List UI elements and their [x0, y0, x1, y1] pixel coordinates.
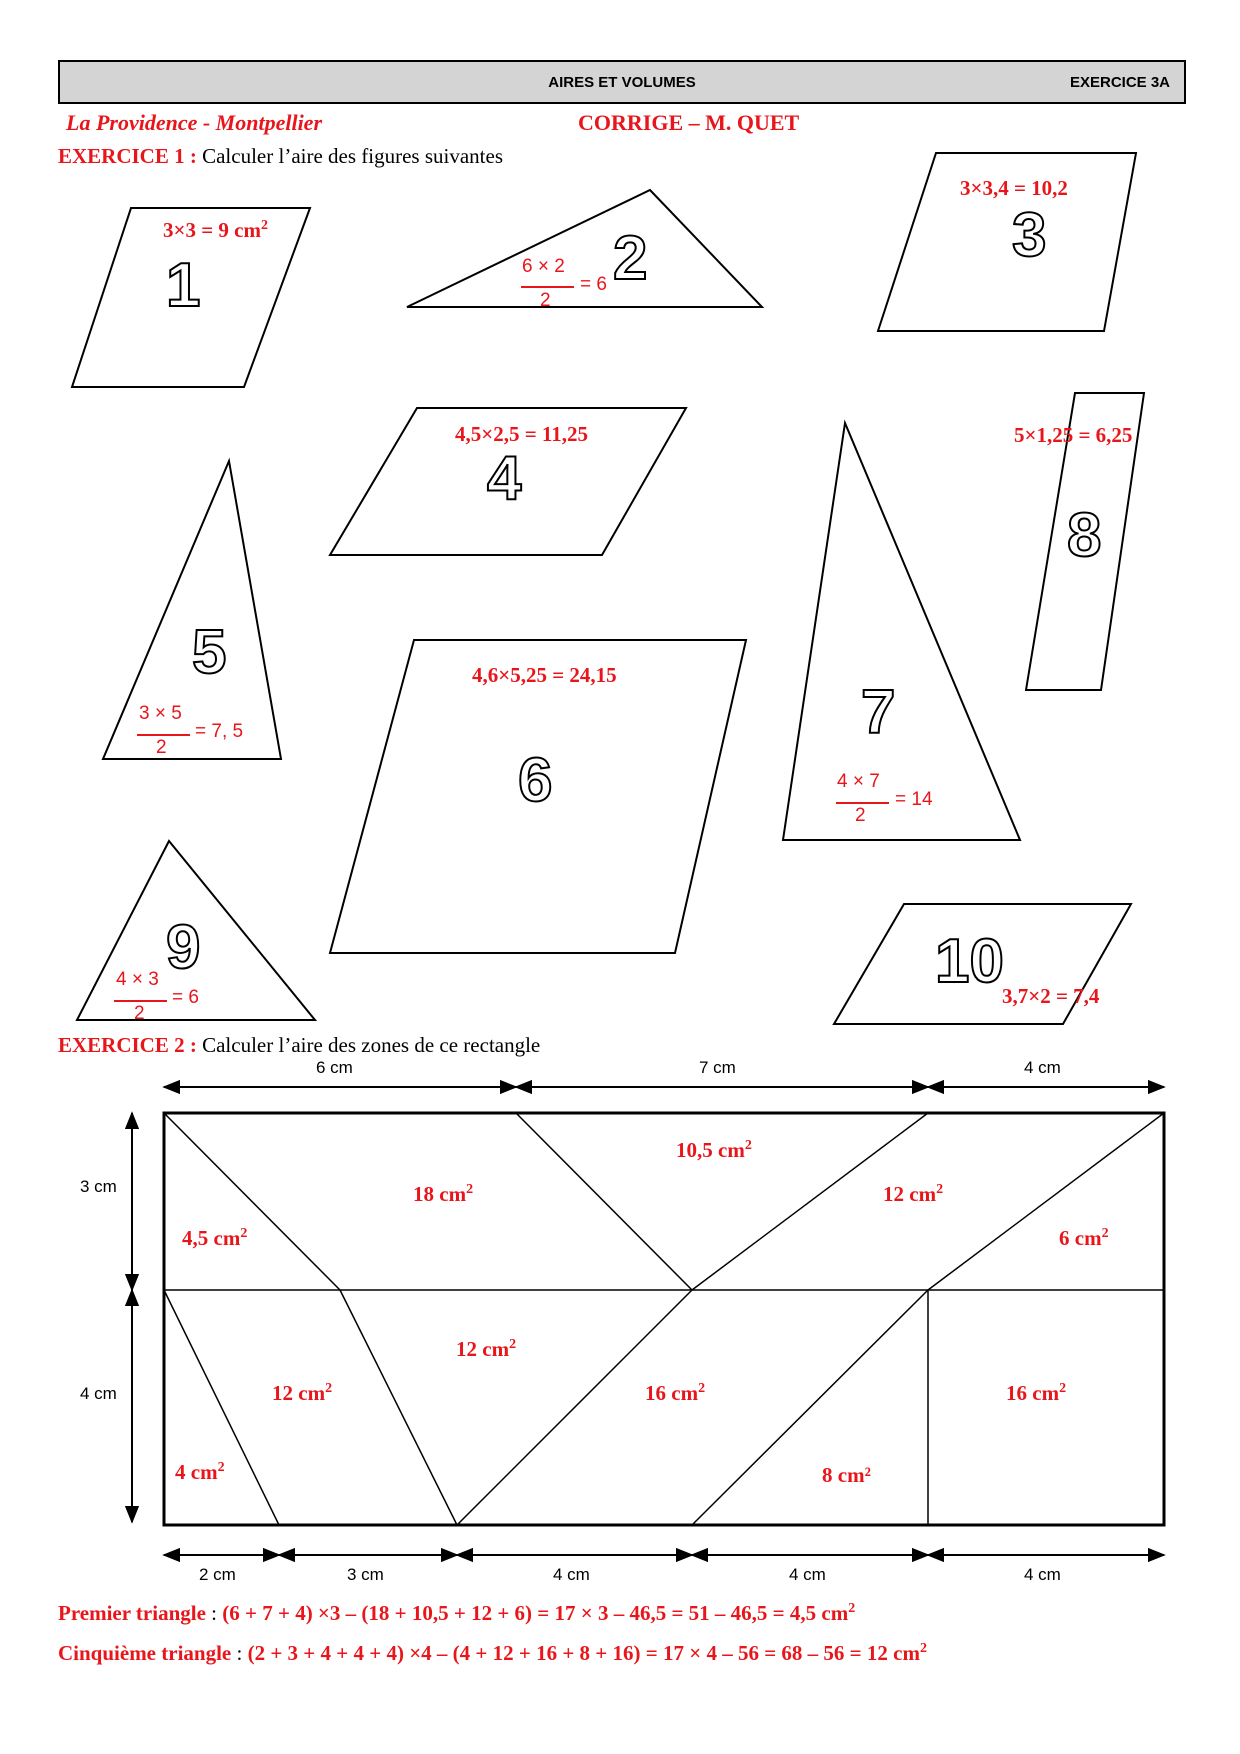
figure-6-number: 6 [518, 746, 553, 815]
seg-f [340, 1290, 457, 1525]
figure-1-calc: 3×3 = 9 $cm^2$ [163, 218, 268, 242]
dim-bottom-2: 3 cm [347, 1565, 384, 1584]
school-name: La Providence - Montpellier [66, 110, 323, 135]
figure-5-frac-num: 3 × 5 [139, 703, 182, 724]
figure-10-calc: 3,7×2 = 7,4 [1002, 984, 1100, 1008]
zone-area: 16 $cm^2$ [645, 1381, 706, 1405]
zone-area: 6 $cm^2$ [1059, 1226, 1109, 1250]
figure-9-number: 9 [166, 913, 201, 982]
exercise1-label: EXERCICE 1 : [58, 144, 197, 168]
seg-h [692, 1290, 928, 1525]
figure-5-frac-den: 2 [156, 737, 167, 758]
seg-b [516, 1113, 692, 1290]
figure-2-result: = 6 [580, 274, 607, 295]
seg-d [928, 1113, 1164, 1290]
figure-7-frac-num: 4 × 7 [837, 771, 880, 792]
corrige-title: CORRIGE – M. QUET [578, 110, 800, 135]
dim-left-2: 4 cm [80, 1384, 117, 1403]
figure-3-number: 3 [1012, 201, 1047, 270]
dim-top-3: 4 cm [1024, 1058, 1061, 1077]
figure-10-number: 10 [935, 927, 1004, 996]
zone-area: 12 $cm^2$ [883, 1182, 944, 1206]
zone-area: 16 $cm^2$ [1006, 1381, 1067, 1405]
exercise2-label: EXERCICE 2 : [58, 1033, 197, 1057]
figure-6-calc: 4,6×5,25 = 24,15 [472, 663, 617, 687]
figure-2-number: 2 [613, 224, 648, 293]
figure-4-calc: 4,5×2,5 = 11,25 [455, 422, 589, 446]
dim-bottom-4: 4 cm [789, 1565, 826, 1584]
zone-area: 12 $cm^2$ [272, 1381, 333, 1405]
exercise2-text: Calculer l’aire des zones de ce rectangle [202, 1033, 541, 1057]
header-title: AIRES ET VOLUMES [548, 74, 696, 91]
figure-1-number: 1 [166, 251, 201, 320]
figure-3-calc: 3×3,4 = 10,2 [960, 176, 1068, 200]
dim-top-1: 6 cm [316, 1058, 353, 1077]
figure-7-frac-den: 2 [855, 805, 866, 826]
zone-area: 8 cm² [822, 1463, 871, 1487]
dim-top-2: 7 cm [699, 1058, 736, 1077]
header-exercise: EXERCICE 3A [1069, 74, 1170, 91]
figure-9-result: = 6 [172, 987, 199, 1008]
figure-4-number: 4 [487, 444, 522, 513]
figure-9-frac-num: 4 × 3 [116, 969, 159, 990]
answer-line-1: Premier triangle : (6 + 7 + 4) ×3 – (18 + 10,5 + 12 + 6) = 17 × 3 – 46,5 = 51 – 46,5 = 4,5 $cm^2$ [58, 1601, 856, 1625]
seg-g [457, 1290, 692, 1525]
zone-area: 4 $cm^2$ [175, 1460, 225, 1484]
dim-bottom-1: 2 cm [199, 1565, 236, 1584]
figure-2-frac-den: 2 [540, 290, 551, 311]
figure-9-frac-den: 2 [134, 1003, 145, 1024]
dim-bottom-5: 4 cm [1024, 1565, 1061, 1584]
figure-7-result: = 14 [895, 789, 933, 810]
figure-7-number: 7 [861, 678, 896, 747]
seg-e [164, 1290, 279, 1525]
figure-2-frac-num: 6 × 2 [522, 256, 565, 277]
answer-line-2: Cinquième triangle : (2 + 3 + 4 + 4 + 4) ×4 – (4 + 12 + 16 + 8 + 16) = 17 × 4 – 56 = 68 – 56 = 12 $cm^2$ [58, 1641, 927, 1665]
figure-8-calc: 5×1,25 = 6,25 [1014, 423, 1133, 447]
exercise1-text: Calculer l’aire des figures suivantes [202, 144, 503, 168]
zone-area: 10,5 $cm^2$ [676, 1138, 752, 1162]
figure-8-number: 8 [1067, 501, 1102, 570]
zone-area: 18 $cm^2$ [413, 1182, 474, 1206]
dim-left-1: 3 cm [80, 1177, 117, 1196]
dim-bottom-3: 4 cm [553, 1565, 590, 1584]
figure-5-number: 5 [192, 618, 227, 687]
zone-area: 12 $cm^2$ [456, 1337, 517, 1361]
figure-5-result: = 7, 5 [195, 721, 244, 742]
zone-area: 4,5 $cm^2$ [182, 1226, 248, 1250]
seg-a [164, 1113, 340, 1290]
